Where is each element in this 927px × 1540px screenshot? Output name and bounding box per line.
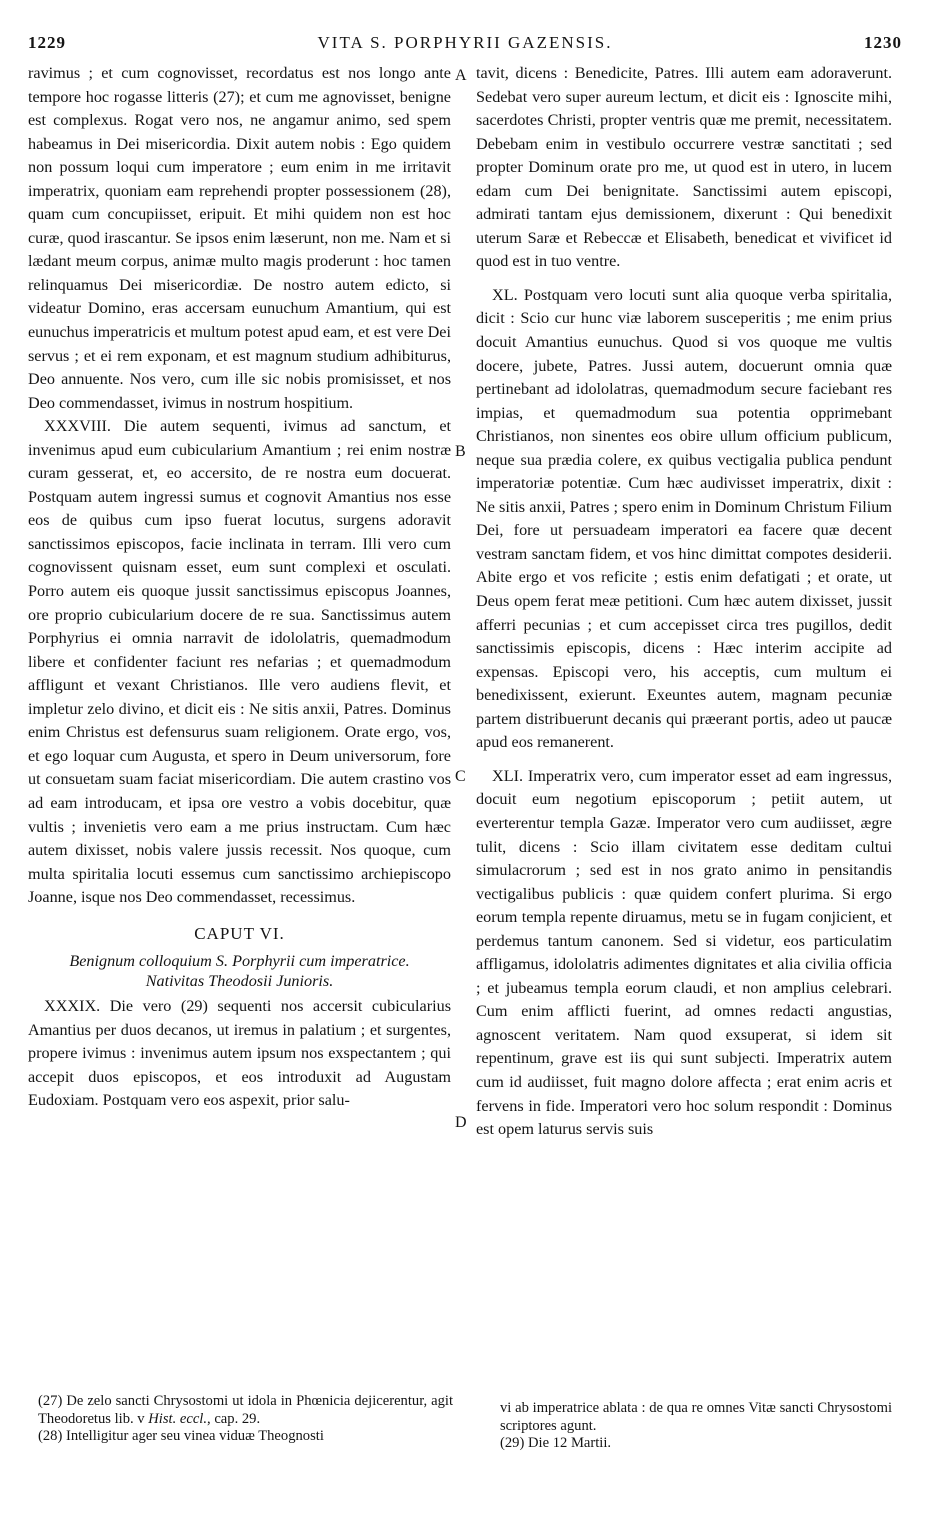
margin-letter-b: B — [455, 443, 466, 460]
running-title: VITA S. PORPHYRII GAZENSIS. — [317, 33, 613, 52]
footnote-28-number: (28) — [38, 1428, 63, 1444]
margin-letter-c: C — [455, 768, 466, 785]
footnote-29-text: Die 12 Martii. — [524, 1435, 612, 1451]
paragraph-xxxvii-end: ravimus ; et cum cognovisset, recordatus est nos longo ante tempore hoc rogasse litteris (27); et cum me agnovisset, benigne est complexus. Rogat vero nos, ne angamur animo, sed spem habeamus in Dei misericordia. Dixit autem nobis : Ego quidem non possum loqui cum imperatore ; eum enim in me irritavit imperatrix, quoniam eam reprehendi propter possessionem (28), quam cum concupiisset, eripuit. Et mihi quidem non est hoc curæ, quod irascantur. Se ipsos enim læserunt, non me. Nam et si lædant meum corpus, animæ multo magis proderunt : hoc tamen relinquamus Dei misericordiæ. De nostro autem edicto, si videatur Domino, eras accersam eunuchum Amantium, qui est eunuchus imperatricis et multum potest apud eam, et est vere Dei servus ; et ei rem exponam, et est magnum studium adhibiturus, Deo annuente. Nos vero, cum ille sic nobis promisisset, et nos Deo commendasset, ivimus in nostrum hospitium. — [28, 64, 451, 412]
footnote-27-work-title: Hist. eccl. — [148, 1410, 208, 1427]
footnote-27-number: (27) — [38, 1393, 63, 1409]
footnotes-left — [38, 1393, 453, 1446]
chapter-subtitle-line-1: Benignum colloquium S. Porphyrii cum imperatrice. — [69, 952, 410, 971]
left-column — [28, 62, 451, 1113]
footnote-27 — [38, 1393, 453, 1428]
page-number-right: 1230 — [864, 33, 902, 52]
footnote-27-ref: , cap. 29. — [207, 1410, 261, 1427]
chapter-heading: CAPUT VI. — [194, 923, 285, 943]
footnote-28-text: Intelligitur ager seu vinea viduæ Theognosti — [62, 1428, 324, 1444]
paragraph-xl: XL. Postquam vero locuti sunt alia quoque verba spiritalia, dicit : Scio cur hunc viæ laborem susceperitis ; me enim prius docuit Amantius eunuchus. Quod si vos quoque me vultis docere, jubete, Patres. Jussi autem, docuerunt omnia quæ pertinebant ad idololatras, quemadmodum secure faciebant res impias, et quemadmodum sua potentia opprimebant Christianos, non sinentes eos obire ullum officium publicum, neque sua prædia colere, ex quibus vectigalia publica pendunt imperatoriæ potentiæ. Cum hæc audivisset imperatrix, dixit : Ne sitis anxii, Patres ; spero enim in Dominum Christum Filium Dei, fore ut persuadeam imperatori ea facere quæ decent vestram sanctam fidem, et vos hinc dimittat compotes desiderii. Abite ergo et vos reficite ; estis enim defatigati ; et orate, ut Deus opem ferat meæ petitioni. Cum hæc autem dixisset, jussit afferri pecunias ; et cum accepisset circa tres pugillos, dedit sanctissimis episcopis, dicens : Hæc interim accipite ad expensas. Episcopi vero, his acceptis, cum multum ei benedixissent, exierunt. Exeuntes autem, magnam pecuniæ partem distribuerunt decanis qui præerant portis, adeo ut paucæ apud eos remanerent. — [476, 285, 892, 752]
page-number-left: 1229 — [28, 33, 66, 52]
right-column — [476, 62, 892, 1142]
footnote-28 — [38, 1428, 453, 1446]
margin-letter-a: A — [455, 67, 467, 84]
paragraph-xxxix-end: tavit, dicens : Benedicite, Patres. Illi autem eam adoraverunt. Sedebat vero super aureum lectum, et dicit eis : Ignoscite mihi, sacerdotes Christi, propter ventris quæ me premit, necessitatem. Debebam enim in vestibulo occurrere vestræ sanctitati ; sed propter Dominum orate pro me, ut quod est in utero, in lucem edam cum Dei benignitate. Sanctissimi autem episcopi, admirati tantam ejus demissionem, dixerunt : Qui benedixit uterum Saræ et Rebeccæ et Elisabeth, benedicat et vivificet id quod est in tuo ventre. — [476, 64, 892, 271]
chapter-subtitle-line-2: Nativitas Theodosii Junioris. — [145, 972, 334, 991]
paragraph-xli: XLI. Imperatrix vero, cum imperator esset ad eam ingressus, docuit eum negotium episcoporum ; petiit autem, ut everterentur templa Gazæ. Imperator vero cum audiisset, ægre tulit, dicens : Scio illam civitatem esse deditam cultui simulacrorum ; sed est in nos grato animo in pensitandis vectigalibus publicis : quæ quidem confert plurima. Si ergo eorum templa repente diruamus, metu se in fugam conjicient, et perdemus tantum canonem. Sed si videtur, eos particulatim affligamus, idololatris adimentes dignitates et alia civilia officia ; et jubeamus templa eorum claudi, et non amplius celebrari. Cum enim afflicti fuerint, ad omnes redacti angustias, agnoscent veritatem. Nam quod exsuperat, si idem sit repentinum, grave est iis qui sunt subjecti. Imperatrix autem cum id audiisset, fuit magno dolore affecta ; erat enim acris et fervens in fide. Imperatori vero hoc solum respondit : Dominus est opem laturus servis suis — [476, 766, 892, 1139]
footnote-28-continued: vi ab imperatrice ablata : de qua re omnes Vitæ sancti Chrysostomi scriptores agunt. — [500, 1400, 892, 1434]
chapter-subtitle — [28, 951, 451, 991]
footnote-29 — [500, 1435, 892, 1453]
margin-letter-d: D — [455, 1114, 467, 1131]
paragraph-xxxix: XXXIX. Die vero (29) sequenti nos accersit cubicularius Amantius per duos decanos, ut iremus in palatium ; et surgentes, propere ivimus : invenimus autem ipsum nos exspectantem ; qui accepit duos episcopos, et eos introduxit ad Augustam Eudoxiam. Postquam vero eos aspexit, prior salu- — [28, 997, 451, 1110]
paragraph-xxxviii: XXXVIII. Die autem sequenti, ivimus ad sanctum, et invenimus apud eum cubicularium Amantium ; rei enim nostræ curam gesserat, et, eo accersito, de re nostra eum docuerat. Postquam autem ingressi sumus et cognovit Amantius nos esse eos de quibus cum ipso fuerat locutus, surgens adoravit sanctissimos episcopos, facie inclinata in terram. Illi vero cum cognovissent quisnam esset, eum sunt complexi et osculati. Porro autem eis quoque jussit sanctissimus episcopus Joannes, ore proprio cubicularium docere de re sua. Sanctissimus autem Porphyrius ei omnia narravit de idololatris, quemadmodum libere et confidenter faciunt res nefarias ; et quemadmodum affligunt et vexant Christianos. Ille vero audiens flevit, et impletur zelo divino, et dicit eis : Ne sitis anxii, Patres. Dominus enim Christus est defensurus suam religionem. Orate ergo, vos, et ego loquar cum Augusta, et spero in Deum universorum, fore ut consuetam suam faciat misericordiam. Die autem crastino vos ad eam introducam, et ipsa ore vestro a vobis docebitur, quæ vultis ; invenietis vero eam a me prius instructam. Cum hæc autem dixisset, nobis valere jussis recessit. Nos quoque, cum multa spiritalia locuti essemus cum sanctissimo archiepiscopo Joanne, isque nos Deo commendasset, recessimus. — [28, 417, 451, 907]
footnote-29-number: (29) — [500, 1435, 525, 1451]
footnotes-right — [500, 1400, 892, 1453]
running-header — [28, 33, 902, 59]
footnote-27-text: De zelo sancti Chrysostomi ut idola in Phœnicia dejicerentur, agit Theodoretus lib. v — [38, 1393, 453, 1427]
